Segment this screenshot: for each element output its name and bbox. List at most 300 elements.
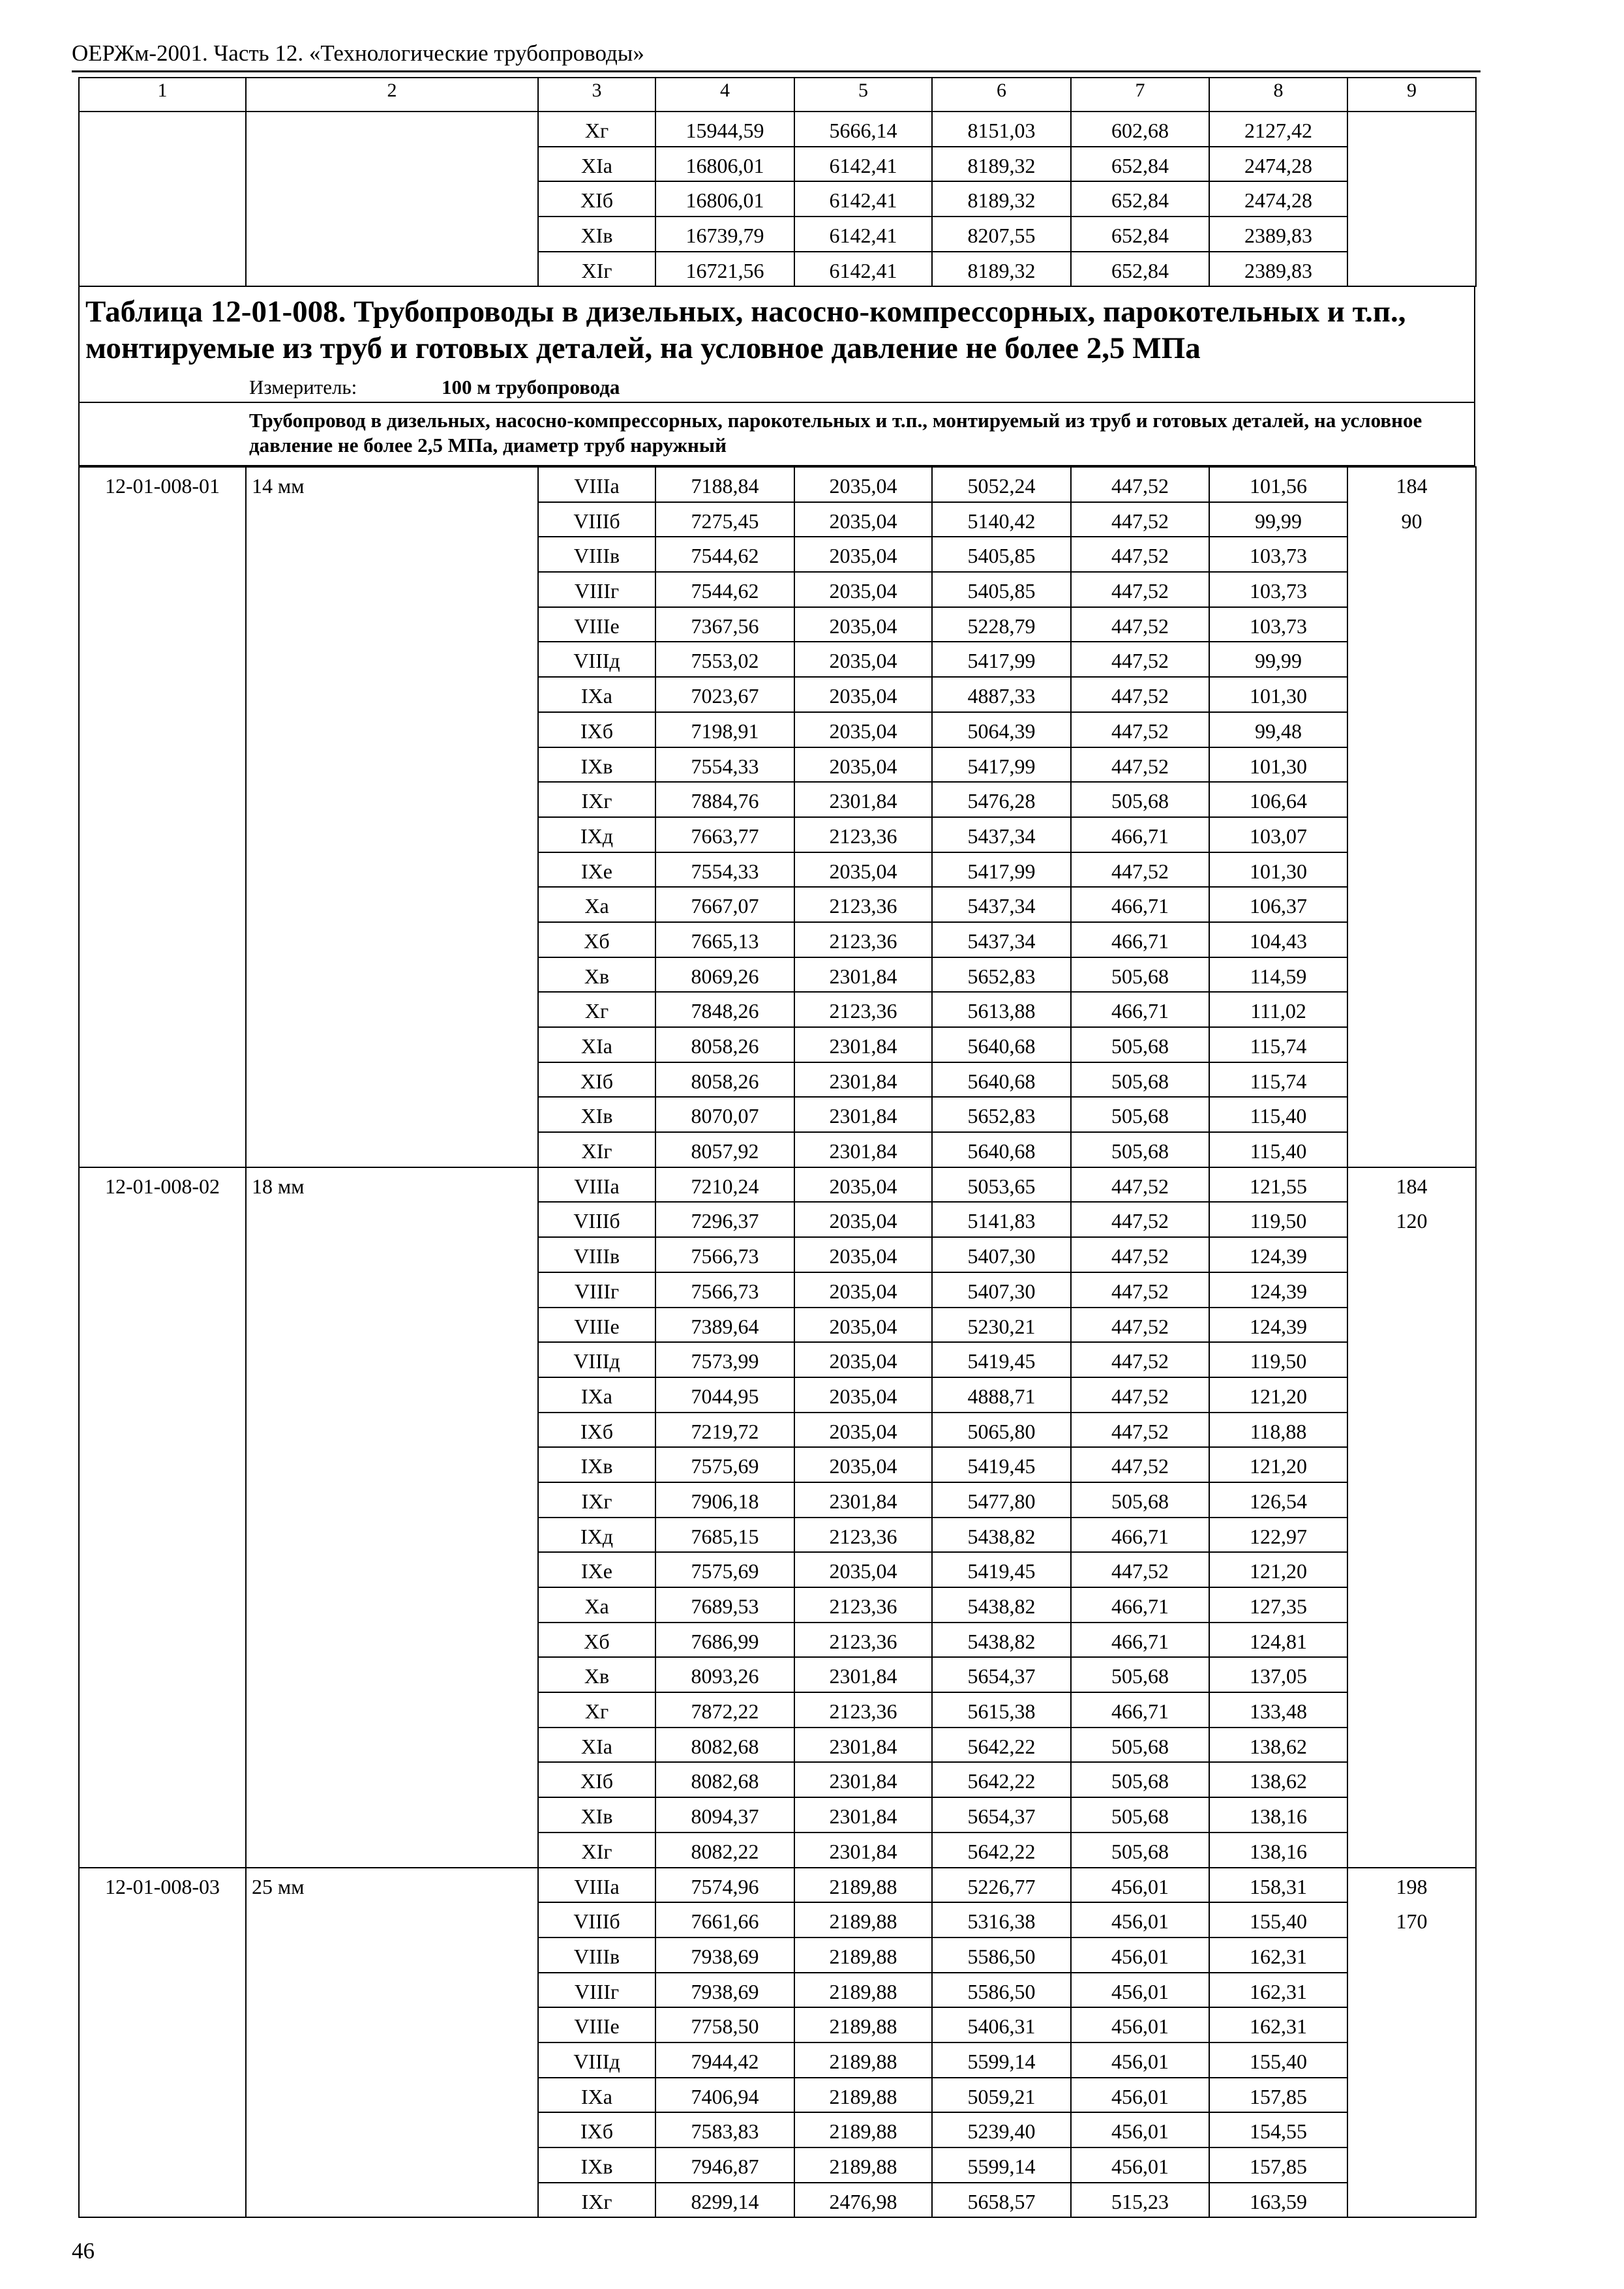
value-cell: 115,40 <box>1209 1132 1347 1167</box>
table-row <box>79 1868 1476 1903</box>
col9-value: 90 <box>1401 509 1422 533</box>
col9-values <box>1347 467 1476 1167</box>
value-cell: 8082,68 <box>655 1728 794 1763</box>
value-cell: 2189,88 <box>794 2007 932 2042</box>
price-table <box>78 466 1477 2218</box>
value-cell: 456,01 <box>1071 2112 1209 2147</box>
value-cell: 7663,77 <box>655 817 794 852</box>
value-cell: 447,52 <box>1071 502 1209 537</box>
value-cell: 505,68 <box>1071 1762 1209 1797</box>
value-cell: 5419,45 <box>932 1552 1071 1587</box>
value-cell: 124,39 <box>1209 1237 1347 1272</box>
value-cell: 16721,56 <box>655 252 794 287</box>
value-cell: 447,52 <box>1071 572 1209 607</box>
value-cell: 5658,57 <box>932 2183 1071 2218</box>
position-code: 12-01-008-02 <box>79 1167 246 1868</box>
value-cell: 6142,41 <box>794 217 932 252</box>
value-cell: 7210,24 <box>655 1167 794 1203</box>
value-cell: ХIб <box>538 181 655 217</box>
col9-value: 184 <box>1396 474 1428 498</box>
value-cell: Ха <box>538 1587 655 1623</box>
value-cell: 162,31 <box>1209 1973 1347 2008</box>
value-cell: 5599,14 <box>932 2042 1071 2078</box>
value-cell: 2035,04 <box>794 852 932 888</box>
value-cell: 447,52 <box>1071 1377 1209 1413</box>
measure-label: Измеритель: <box>249 376 357 398</box>
value-cell: 2123,36 <box>794 922 932 957</box>
value-cell: 15944,59 <box>655 112 794 147</box>
value-cell: 5586,50 <box>932 1937 1071 1973</box>
column-number-5: 5 <box>794 78 932 112</box>
value-cell: 5230,21 <box>932 1308 1071 1343</box>
value-cell: IХв <box>538 1447 655 1482</box>
value-cell: IХа <box>538 2078 655 2113</box>
value-cell: 7583,83 <box>655 2112 794 2147</box>
value-cell: IХд <box>538 817 655 852</box>
value-cell: 16806,01 <box>655 181 794 217</box>
value-cell: 8070,07 <box>655 1097 794 1132</box>
value-cell: Хв <box>538 957 655 993</box>
value-cell: 7023,67 <box>655 677 794 712</box>
value-cell: 447,52 <box>1071 1308 1209 1343</box>
value-cell: 505,68 <box>1071 1097 1209 1132</box>
value-cell: 99,99 <box>1209 502 1347 537</box>
value-cell: 5316,38 <box>932 1902 1071 1937</box>
value-cell: 447,52 <box>1071 677 1209 712</box>
value-cell: 7275,45 <box>655 502 794 537</box>
value-cell: 447,52 <box>1071 537 1209 572</box>
value-cell: 447,52 <box>1071 712 1209 747</box>
value-cell: 101,30 <box>1209 747 1347 783</box>
value-cell: IХв <box>538 2147 655 2183</box>
measure-value: 100 м трубопровода <box>442 376 620 398</box>
value-cell: 466,71 <box>1071 887 1209 922</box>
position-code: 12-01-008-01 <box>79 467 246 1167</box>
value-cell: 505,68 <box>1071 782 1209 817</box>
value-cell: 111,02 <box>1209 992 1347 1027</box>
value-cell: 456,01 <box>1071 2042 1209 2078</box>
value-cell: 103,73 <box>1209 537 1347 572</box>
value-cell: 602,68 <box>1071 112 1209 147</box>
position-code: 12-01-008-03 <box>79 1868 246 2218</box>
value-cell: 2035,04 <box>794 1272 932 1308</box>
value-cell: 7906,18 <box>655 1482 794 1518</box>
value-cell: 138,62 <box>1209 1728 1347 1763</box>
value-cell: ХIа <box>538 147 655 182</box>
pipe-diameter: 18 мм <box>246 1167 538 1868</box>
value-cell: 6142,41 <box>794 147 932 182</box>
value-cell: 6142,41 <box>794 181 932 217</box>
value-cell: 101,30 <box>1209 677 1347 712</box>
column-number-6: 6 <box>932 78 1071 112</box>
value-cell: 2035,04 <box>794 1167 932 1203</box>
col9-value: 170 <box>1396 1909 1428 1934</box>
value-cell: 2035,04 <box>794 747 932 783</box>
value-cell: 158,31 <box>1209 1868 1347 1903</box>
value-cell: 5141,83 <box>932 1202 1071 1237</box>
value-cell: 2476,98 <box>794 2183 932 2218</box>
column-number-4: 4 <box>655 78 794 112</box>
value-cell: 2301,84 <box>794 1762 932 1797</box>
value-cell: 138,16 <box>1209 1797 1347 1833</box>
column-number-1: 1 <box>79 78 246 112</box>
value-cell: 8094,37 <box>655 1797 794 1833</box>
value-cell: 505,68 <box>1071 1728 1209 1763</box>
value-cell: 5652,83 <box>932 957 1071 993</box>
value-cell: ХIв <box>538 217 655 252</box>
value-cell: Хв <box>538 1657 655 1692</box>
value-cell: 5059,21 <box>932 2078 1071 2113</box>
value-cell: 456,01 <box>1071 1868 1209 1903</box>
value-cell: 7884,76 <box>655 782 794 817</box>
value-cell: 5438,82 <box>932 1587 1071 1623</box>
value-cell: 2389,83 <box>1209 217 1347 252</box>
value-cell: 7689,53 <box>655 1587 794 1623</box>
table-row <box>79 112 1476 147</box>
value-cell: 515,23 <box>1071 2183 1209 2218</box>
value-cell: 7685,15 <box>655 1518 794 1553</box>
value-cell: VIIIг <box>538 1973 655 2008</box>
value-cell: 2035,04 <box>794 712 932 747</box>
value-cell: 121,20 <box>1209 1377 1347 1413</box>
value-cell: 126,54 <box>1209 1482 1347 1518</box>
value-cell: 7872,22 <box>655 1692 794 1728</box>
value-cell: 2301,84 <box>794 1833 932 1868</box>
value-cell: VIIIа <box>538 1167 655 1203</box>
column-number-9: 9 <box>1347 78 1476 112</box>
value-cell: 124,81 <box>1209 1623 1347 1658</box>
value-cell: 447,52 <box>1071 852 1209 888</box>
value-cell: 7544,62 <box>655 572 794 607</box>
value-cell: 7566,73 <box>655 1272 794 1308</box>
value-cell: 101,30 <box>1209 852 1347 888</box>
value-cell: 5064,39 <box>932 712 1071 747</box>
value-cell: 7574,96 <box>655 1868 794 1903</box>
value-cell: 2189,88 <box>794 2078 932 2113</box>
value-cell: 8299,14 <box>655 2183 794 2218</box>
continuation-table <box>78 77 1477 287</box>
value-cell: 652,84 <box>1071 181 1209 217</box>
value-cell: 456,01 <box>1071 2078 1209 2113</box>
value-cell: 7389,64 <box>655 1308 794 1343</box>
value-cell: 7575,69 <box>655 1552 794 1587</box>
value-cell: 2301,84 <box>794 782 932 817</box>
table-title: Таблица 12-01-008. Трубопроводы в дизельных, насосно-компрессорных, парокотельных и т.п., монтируемые из труб и готовых деталей, на условное давление не более 2,5 МПа <box>85 295 1406 365</box>
value-cell: 163,59 <box>1209 2183 1347 2218</box>
value-cell: 2035,04 <box>794 1552 932 1587</box>
value-cell: 7667,07 <box>655 887 794 922</box>
column-number-7: 7 <box>1071 78 1209 112</box>
value-cell: 5438,82 <box>932 1518 1071 1553</box>
col9-values <box>1347 1167 1476 1868</box>
value-cell: 2189,88 <box>794 1937 932 1973</box>
value-cell: 456,01 <box>1071 2147 1209 2183</box>
value-cell: 8189,32 <box>932 181 1071 217</box>
value-cell: 505,68 <box>1071 1027 1209 1062</box>
value-cell: 157,85 <box>1209 2147 1347 2183</box>
value-cell: 5615,38 <box>932 1692 1071 1728</box>
value-cell: 505,68 <box>1071 1797 1209 1833</box>
value-cell: ХIа <box>538 1728 655 1763</box>
value-cell: 5406,31 <box>932 2007 1071 2042</box>
value-cell: 101,56 <box>1209 467 1347 502</box>
value-cell: 5654,37 <box>932 1797 1071 1833</box>
page-number: 46 <box>72 2238 95 2264</box>
value-cell: IХг <box>538 1482 655 1518</box>
header-rule <box>72 70 1481 72</box>
value-cell: 7406,94 <box>655 2078 794 2113</box>
value-cell: 447,52 <box>1071 1552 1209 1587</box>
value-cell: 138,62 <box>1209 1762 1347 1797</box>
value-cell: 8058,26 <box>655 1062 794 1098</box>
value-cell: 5613,88 <box>932 992 1071 1027</box>
page-header: ОЕРЖм-2001. Часть 12. «Технологические трубопроводы» <box>72 40 644 66</box>
value-cell: ХIг <box>538 1132 655 1167</box>
value-cell: VIIIв <box>538 537 655 572</box>
value-cell: VIIIв <box>538 1237 655 1272</box>
value-cell: 2189,88 <box>794 1973 932 2008</box>
value-cell: 138,16 <box>1209 1833 1347 1868</box>
value-cell: 2035,04 <box>794 1342 932 1377</box>
value-cell: 8082,68 <box>655 1762 794 1797</box>
value-cell: 2389,83 <box>1209 252 1347 287</box>
col9-values <box>1347 1868 1476 2218</box>
value-cell: 7686,99 <box>655 1623 794 1658</box>
value-cell: VIIIе <box>538 607 655 642</box>
value-cell: 8082,22 <box>655 1833 794 1868</box>
value-cell: 466,71 <box>1071 992 1209 1027</box>
value-cell: Хб <box>538 1623 655 1658</box>
value-cell: IХб <box>538 1413 655 1448</box>
value-cell: 505,68 <box>1071 1062 1209 1098</box>
value-cell: 2035,04 <box>794 1447 932 1482</box>
value-cell: 5654,37 <box>932 1657 1071 1692</box>
value-cell: 106,37 <box>1209 887 1347 922</box>
value-cell: 5599,14 <box>932 2147 1071 2183</box>
value-cell: 115,40 <box>1209 1097 1347 1132</box>
value-cell: 2474,28 <box>1209 181 1347 217</box>
value-cell: 652,84 <box>1071 147 1209 182</box>
value-cell: 2301,84 <box>794 1728 932 1763</box>
col9-cell <box>1347 112 1476 286</box>
value-cell: 2474,28 <box>1209 147 1347 182</box>
table-row <box>79 467 1476 502</box>
value-cell: 5586,50 <box>932 1973 1071 2008</box>
value-cell: 2035,04 <box>794 607 932 642</box>
value-cell: 7188,84 <box>655 467 794 502</box>
table-subtitle: Трубопровод в дизельных, насосно-компрессорных, парокотельных и т.п., монтируемый из труб и готовых деталей, на условное давление не более 2,5 МПа, диаметр труб наружный <box>249 409 1422 456</box>
value-cell: VIIIг <box>538 572 655 607</box>
code-cell <box>79 112 246 286</box>
value-cell: 5642,22 <box>932 1833 1071 1868</box>
value-cell: 5417,99 <box>932 747 1071 783</box>
value-cell: 103,07 <box>1209 817 1347 852</box>
value-cell: 2035,04 <box>794 1413 932 1448</box>
value-cell: ХIг <box>538 1833 655 1868</box>
col9-value: 184 <box>1396 1174 1428 1198</box>
value-cell: 2035,04 <box>794 1308 932 1343</box>
value-cell: 7554,33 <box>655 852 794 888</box>
value-cell: 2123,36 <box>794 887 932 922</box>
table-row <box>79 1167 1476 1203</box>
value-cell: ХIб <box>538 1062 655 1098</box>
value-cell: 447,52 <box>1071 1237 1209 1272</box>
value-cell: ХIб <box>538 1762 655 1797</box>
value-cell: 447,52 <box>1071 1342 1209 1377</box>
value-cell: 7044,95 <box>655 1377 794 1413</box>
value-cell: 5053,65 <box>932 1167 1071 1203</box>
value-cell: VIIIв <box>538 1937 655 1973</box>
column-number-3: 3 <box>538 78 655 112</box>
value-cell: 122,97 <box>1209 1518 1347 1553</box>
value-cell: 5642,22 <box>932 1728 1071 1763</box>
value-cell: 6142,41 <box>794 252 932 287</box>
value-cell: 5405,85 <box>932 537 1071 572</box>
value-cell: 137,05 <box>1209 1657 1347 1692</box>
value-cell: 5476,28 <box>932 782 1071 817</box>
value-cell: 466,71 <box>1071 1692 1209 1728</box>
value-cell: 5407,30 <box>932 1237 1071 1272</box>
value-cell: 7938,69 <box>655 1973 794 2008</box>
value-cell: IХв <box>538 747 655 783</box>
value-cell: 8093,26 <box>655 1657 794 1692</box>
value-cell: 2123,36 <box>794 1518 932 1553</box>
value-cell: Хг <box>538 992 655 1027</box>
value-cell: 2301,84 <box>794 1132 932 1167</box>
value-cell: 5642,22 <box>932 1762 1071 1797</box>
value-cell: 7575,69 <box>655 1447 794 1482</box>
value-cell: 2301,84 <box>794 1062 932 1098</box>
value-cell: 2301,84 <box>794 1482 932 1518</box>
value-cell: 652,84 <box>1071 252 1209 287</box>
value-cell: IХа <box>538 677 655 712</box>
value-cell: 5437,34 <box>932 922 1071 957</box>
value-cell: Хг <box>538 1692 655 1728</box>
value-cell: 2035,04 <box>794 1237 932 1272</box>
value-cell: 456,01 <box>1071 1902 1209 1937</box>
value-cell: 7938,69 <box>655 1937 794 1973</box>
value-cell: ХIа <box>538 1027 655 1062</box>
value-cell: 8207,55 <box>932 217 1071 252</box>
value-cell: 5239,40 <box>932 2112 1071 2147</box>
column-number-row <box>79 78 1476 112</box>
value-cell: 127,35 <box>1209 1587 1347 1623</box>
value-cell: IХг <box>538 782 655 817</box>
value-cell: 2035,04 <box>794 537 932 572</box>
value-cell: 2189,88 <box>794 2147 932 2183</box>
value-cell: 2123,36 <box>794 1623 932 1658</box>
value-cell: VIIIд <box>538 2042 655 2078</box>
value-cell: 7944,42 <box>655 2042 794 2078</box>
value-cell: 2189,88 <box>794 2112 932 2147</box>
value-cell: 2123,36 <box>794 1692 932 1728</box>
value-cell: VIIIб <box>538 502 655 537</box>
value-cell: 2189,88 <box>794 1902 932 1937</box>
value-cell: 2035,04 <box>794 502 932 537</box>
value-cell: 2301,84 <box>794 957 932 993</box>
value-cell: 2035,04 <box>794 1202 932 1237</box>
value-cell: 103,73 <box>1209 607 1347 642</box>
value-cell: 505,68 <box>1071 1482 1209 1518</box>
table-caption <box>78 287 1475 466</box>
value-cell: VIIIе <box>538 2007 655 2042</box>
value-cell: VIIIа <box>538 1868 655 1903</box>
value-cell: Ха <box>538 887 655 922</box>
value-cell: 466,71 <box>1071 1623 1209 1658</box>
value-cell: VIIIб <box>538 1202 655 1237</box>
value-cell: 8189,32 <box>932 147 1071 182</box>
value-cell: 447,52 <box>1071 642 1209 677</box>
pipe-diameter: 14 мм <box>246 467 538 1167</box>
col9-value: 120 <box>1396 1209 1428 1233</box>
value-cell: 652,84 <box>1071 217 1209 252</box>
value-cell: 5640,68 <box>932 1027 1071 1062</box>
value-cell: 119,50 <box>1209 1202 1347 1237</box>
value-cell: 154,55 <box>1209 2112 1347 2147</box>
value-cell: 5407,30 <box>932 1272 1071 1308</box>
value-cell: 5226,77 <box>932 1868 1071 1903</box>
value-cell: 5652,83 <box>932 1097 1071 1132</box>
value-cell: 8151,03 <box>932 112 1071 147</box>
value-cell: 466,71 <box>1071 817 1209 852</box>
value-cell: 2301,84 <box>794 1797 932 1833</box>
value-cell: 5405,85 <box>932 572 1071 607</box>
value-cell: 99,48 <box>1209 712 1347 747</box>
value-cell: 115,74 <box>1209 1062 1347 1098</box>
value-cell: 7566,73 <box>655 1237 794 1272</box>
value-cell: 119,50 <box>1209 1342 1347 1377</box>
value-cell: 4888,71 <box>932 1377 1071 1413</box>
value-cell: 118,88 <box>1209 1413 1347 1448</box>
value-cell: 5640,68 <box>932 1062 1071 1098</box>
value-cell: 7553,02 <box>655 642 794 677</box>
value-cell: 447,52 <box>1071 1272 1209 1308</box>
value-cell: 5437,34 <box>932 817 1071 852</box>
value-cell: 5419,45 <box>932 1447 1071 1482</box>
value-cell: IХе <box>538 852 655 888</box>
subtitle-row <box>78 402 1475 462</box>
value-cell: 7554,33 <box>655 747 794 783</box>
value-cell: VIIIе <box>538 1308 655 1343</box>
value-cell: Хб <box>538 922 655 957</box>
value-cell: 7758,50 <box>655 2007 794 2042</box>
value-cell: 456,01 <box>1071 2007 1209 2042</box>
value-cell: 7848,26 <box>655 992 794 1027</box>
value-cell: 162,31 <box>1209 2007 1347 2042</box>
value-cell: 155,40 <box>1209 2042 1347 2078</box>
value-cell: 2123,36 <box>794 1587 932 1623</box>
value-cell: 2301,84 <box>794 1097 932 1132</box>
value-cell: 121,55 <box>1209 1167 1347 1203</box>
value-cell: 2301,84 <box>794 1027 932 1062</box>
value-cell: 7367,56 <box>655 607 794 642</box>
value-cell: 2301,84 <box>794 1657 932 1692</box>
value-cell: ХIв <box>538 1797 655 1833</box>
value-cell: 2035,04 <box>794 1377 932 1413</box>
value-cell: IХд <box>538 1518 655 1553</box>
value-cell: 447,52 <box>1071 467 1209 502</box>
value-cell: 5417,99 <box>932 852 1071 888</box>
value-cell: 505,68 <box>1071 1833 1209 1868</box>
value-cell: 133,48 <box>1209 1692 1347 1728</box>
value-cell: 8069,26 <box>655 957 794 993</box>
value-cell: 7219,72 <box>655 1413 794 1448</box>
value-cell: 7544,62 <box>655 537 794 572</box>
value-cell: 106,64 <box>1209 782 1347 817</box>
value-cell: 505,68 <box>1071 957 1209 993</box>
value-cell: 8189,32 <box>932 252 1071 287</box>
value-cell: IХб <box>538 2112 655 2147</box>
